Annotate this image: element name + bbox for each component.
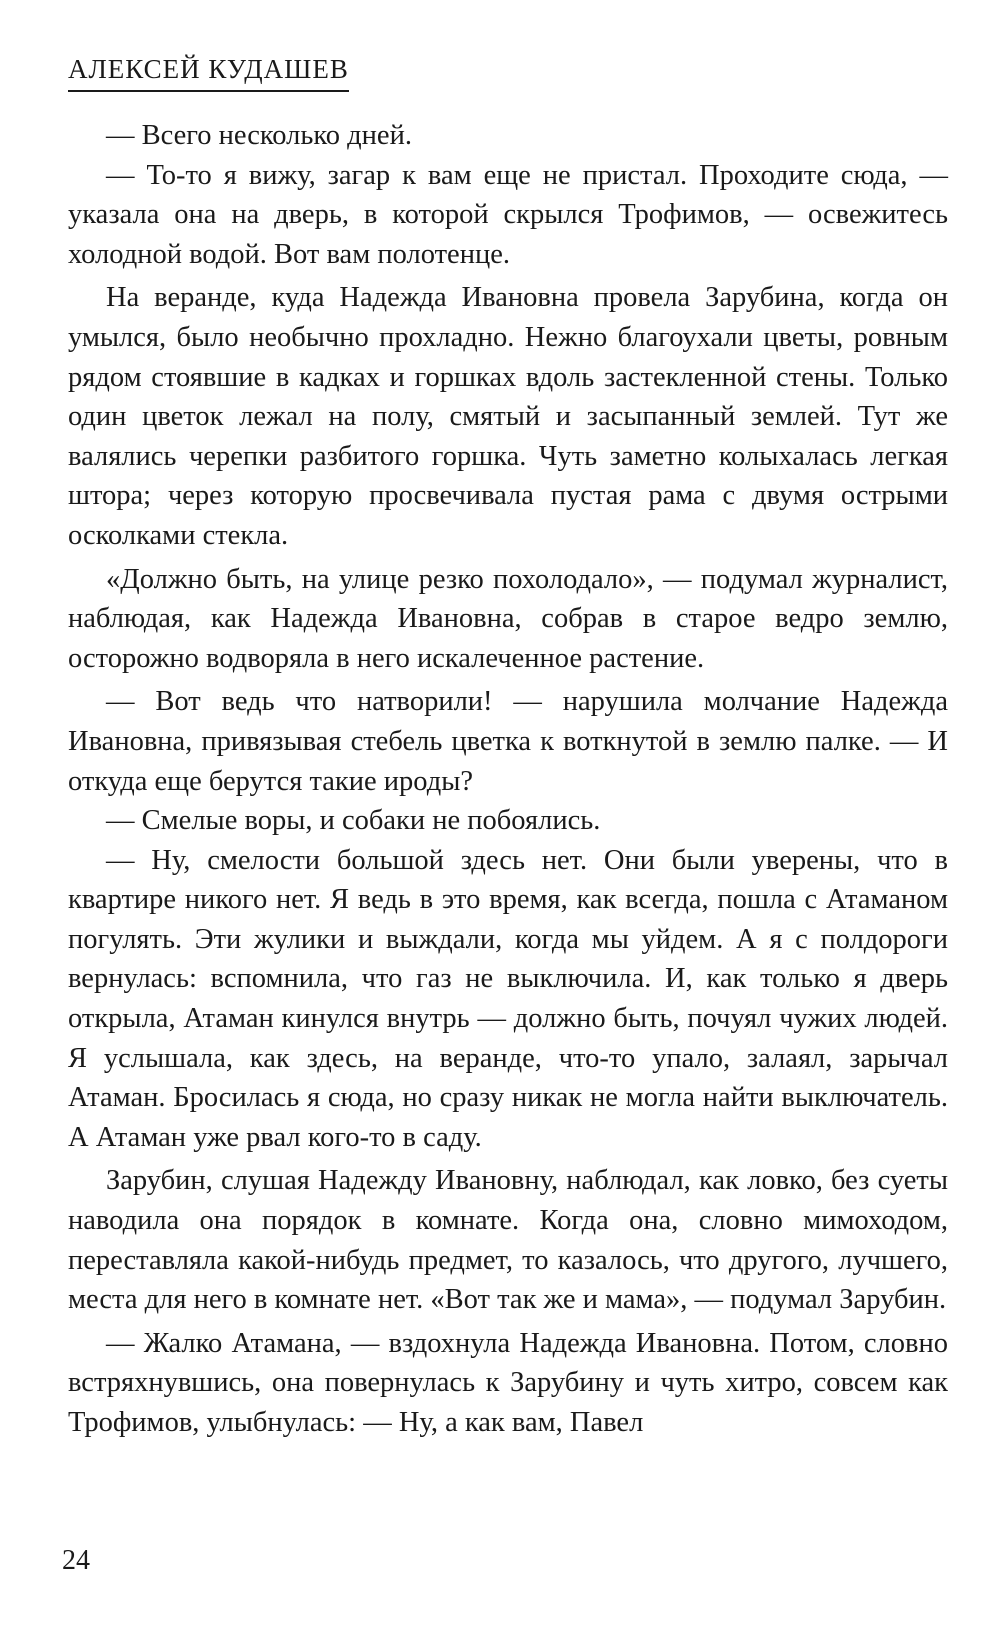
paragraph: Зарубин, слушая Надежду Ивановну, наблюдал, как ловко, без суеты наводила она порядок в комнате. Когда она, словно мимоходом, переставляла какой-нибудь предмет, то казалось, что другого, лучшего, места для него в комнате нет. «Вот так же и мама», — подумал Зарубин. [68, 1165, 948, 1316]
body-text [68, 116, 948, 1443]
page-number: 24 [62, 1545, 90, 1576]
paragraph: На веранде, куда Надежда Ивановна провела Зарубина, когда он умылся, было необычно прохладно. Нежно благоухали цветы, ровным рядом стоявшие в кадках и горшках вдоль застекленной стены. Только один цветок лежал на полу, смятый и засыпанный землей. Тут же валялись черепки разбитого горшка. Чуть заметно колыхалась легкая штора; через которую просвечивала пустая рама с двумя острыми осколками стекла. [68, 282, 948, 551]
running-head-author: АЛЕКСЕЙ КУДАШЕВ [68, 52, 349, 92]
paragraph: — Смелые воры, и собаки не побоялись. [106, 805, 601, 837]
paragraph: — То-то я вижу, загар к вам еще не пристал. Проходите сюда, — указала она на дверь, в которой скрылся Трофимов, — освежитесь холодной водой. Вот вам полотенце. [68, 159, 948, 270]
paragraph: — Вот ведь что натворили! — нарушила молчание Надежда Ивановна, привязывая стебель цветка к воткнутой в землю палке. — И откуда еще берутся такие ироды? [68, 686, 948, 797]
paragraph: — Ну, смелости большой здесь нет. Они были уверены, что в квартире никого нет. Я ведь в это время, как всегда, пошла с Атаманом погулять. Эти жулики и выждали, когда мы уйдем. А я с полдороги вернулась: вспомнила, что газ не выключила. И, как только я дверь открыла, Атаман кинулся внутрь — должно быть, почуял чужих людей. Я услышала, как здесь, на веранде, что-то упало, залаял, зарычал Атаман. Бросилась я сюда, но сразу никак не могла найти выключатель. А Атаман уже рвал кого-то в саду. [68, 844, 948, 1153]
paragraph: — Всего несколько дней. [106, 120, 412, 151]
paragraph: «Должно быть, на улице резко похолодало», — подумал журналист, наблюдая, как Надежда Ивановна, собрав в старое ведро землю, осторожно водворяла в него искалеченное растение. [68, 563, 948, 674]
paragraph: — Жалко Атамана, — вздохнула Надежда Ивановна. Потом, словно встряхнувшись, она повернулась к Зарубину и чуть хитро, совсем как Трофимов, улыбнулась: — Ну, а как вам, Павел [68, 1327, 948, 1438]
